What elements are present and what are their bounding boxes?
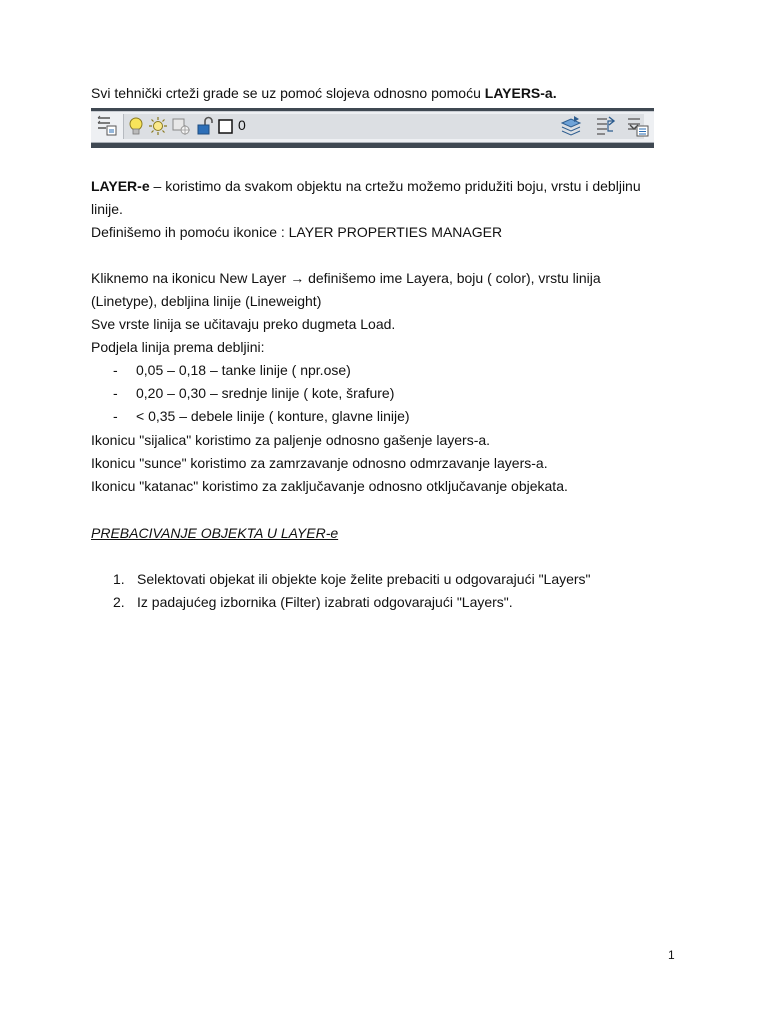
layer-definition-text: – koristimo da svakom objektu na crtežu možemo pridužiti boju, vrstu i debljinu xyxy=(149,178,641,194)
list-item xyxy=(113,593,513,611)
viewport-freeze-icon[interactable] xyxy=(171,116,191,141)
make-current-icon[interactable] xyxy=(559,113,583,144)
layer-state-icon[interactable] xyxy=(625,113,651,144)
list-item xyxy=(113,570,591,588)
layers-toolbar xyxy=(91,108,654,148)
layer-name: 0 xyxy=(238,117,246,133)
new-layer-line4: Podjela linija prema debljini: xyxy=(91,339,265,355)
step-text: Iz padajućeg izbornika (Filter) izabrati odgovarajući "Layers". xyxy=(137,594,513,610)
icons-line2: Ikonicu "sunce" koristimo za zamrzavanje odnosno odmrzavanje layers-a. xyxy=(91,455,548,471)
lightbulb-icon[interactable] xyxy=(127,116,145,141)
list-item xyxy=(113,384,394,402)
new-layer-line1: Kliknemo na ikonicu New Layer → definišemo ime Layera, boju ( color), vrstu linija xyxy=(91,270,601,286)
intro-paragraph xyxy=(91,84,557,102)
step-text: Selektovati objekat ili objekte koje želite prebaciti u odgovarajući "Layers" xyxy=(137,571,591,587)
list-item xyxy=(113,407,410,425)
list-dash: - xyxy=(113,385,118,401)
list-item-text: 0,20 – 0,30 – srednje linije ( kote, šrafure) xyxy=(136,385,395,401)
intro-bold: LAYERS-a. xyxy=(484,85,557,101)
sun-icon[interactable] xyxy=(148,116,168,141)
icons-line1: Ikonicu "sijalica" koristimo za paljenje odnosno gašenje layers-a. xyxy=(91,432,491,448)
list-item-text: 0,05 – 0,18 – tanke linije ( npr.ose) xyxy=(136,362,351,378)
layer-properties-icon[interactable] xyxy=(95,114,119,143)
lock-icon[interactable] xyxy=(195,116,215,141)
layer-previous-icon[interactable] xyxy=(593,113,617,144)
color-square-icon[interactable] xyxy=(218,119,233,139)
layers-toolbar-bar xyxy=(91,111,654,143)
list-dash: - xyxy=(113,408,118,424)
icons-line3: Ikonicu "katanac" koristimo za zaključavanje odnosno otključavanje objekata. xyxy=(91,478,568,494)
layer-definition-line3: Definišemo ih pomoću ikonice : LAYER PROPERTIES MANAGER xyxy=(91,224,503,240)
layer-definition-line2: linije. xyxy=(91,201,123,217)
step-number: 2. xyxy=(113,594,125,610)
step-number: 1. xyxy=(113,571,125,587)
layer-definition-line1 xyxy=(91,177,641,195)
list-dash: - xyxy=(113,362,118,378)
layer-definition-bold: LAYER-e xyxy=(91,178,150,194)
section-heading: PREBACIVANJE OBJEKTA U LAYER-e xyxy=(91,525,339,541)
list-item-text: < 0,35 – debele linije ( konture, glavne linije) xyxy=(136,408,410,424)
list-item xyxy=(113,361,351,379)
intro-text: Svi tehnički crteži grade se uz pomoć slojeva odnosno pomoću xyxy=(91,85,485,101)
new-layer-line3: Sve vrste linija se učitavaju preko dugmeta Load. xyxy=(91,316,396,332)
new-layer-line2: (Linetype), debljina linije (Lineweight) xyxy=(91,293,322,309)
page-number: 1 xyxy=(668,948,675,962)
